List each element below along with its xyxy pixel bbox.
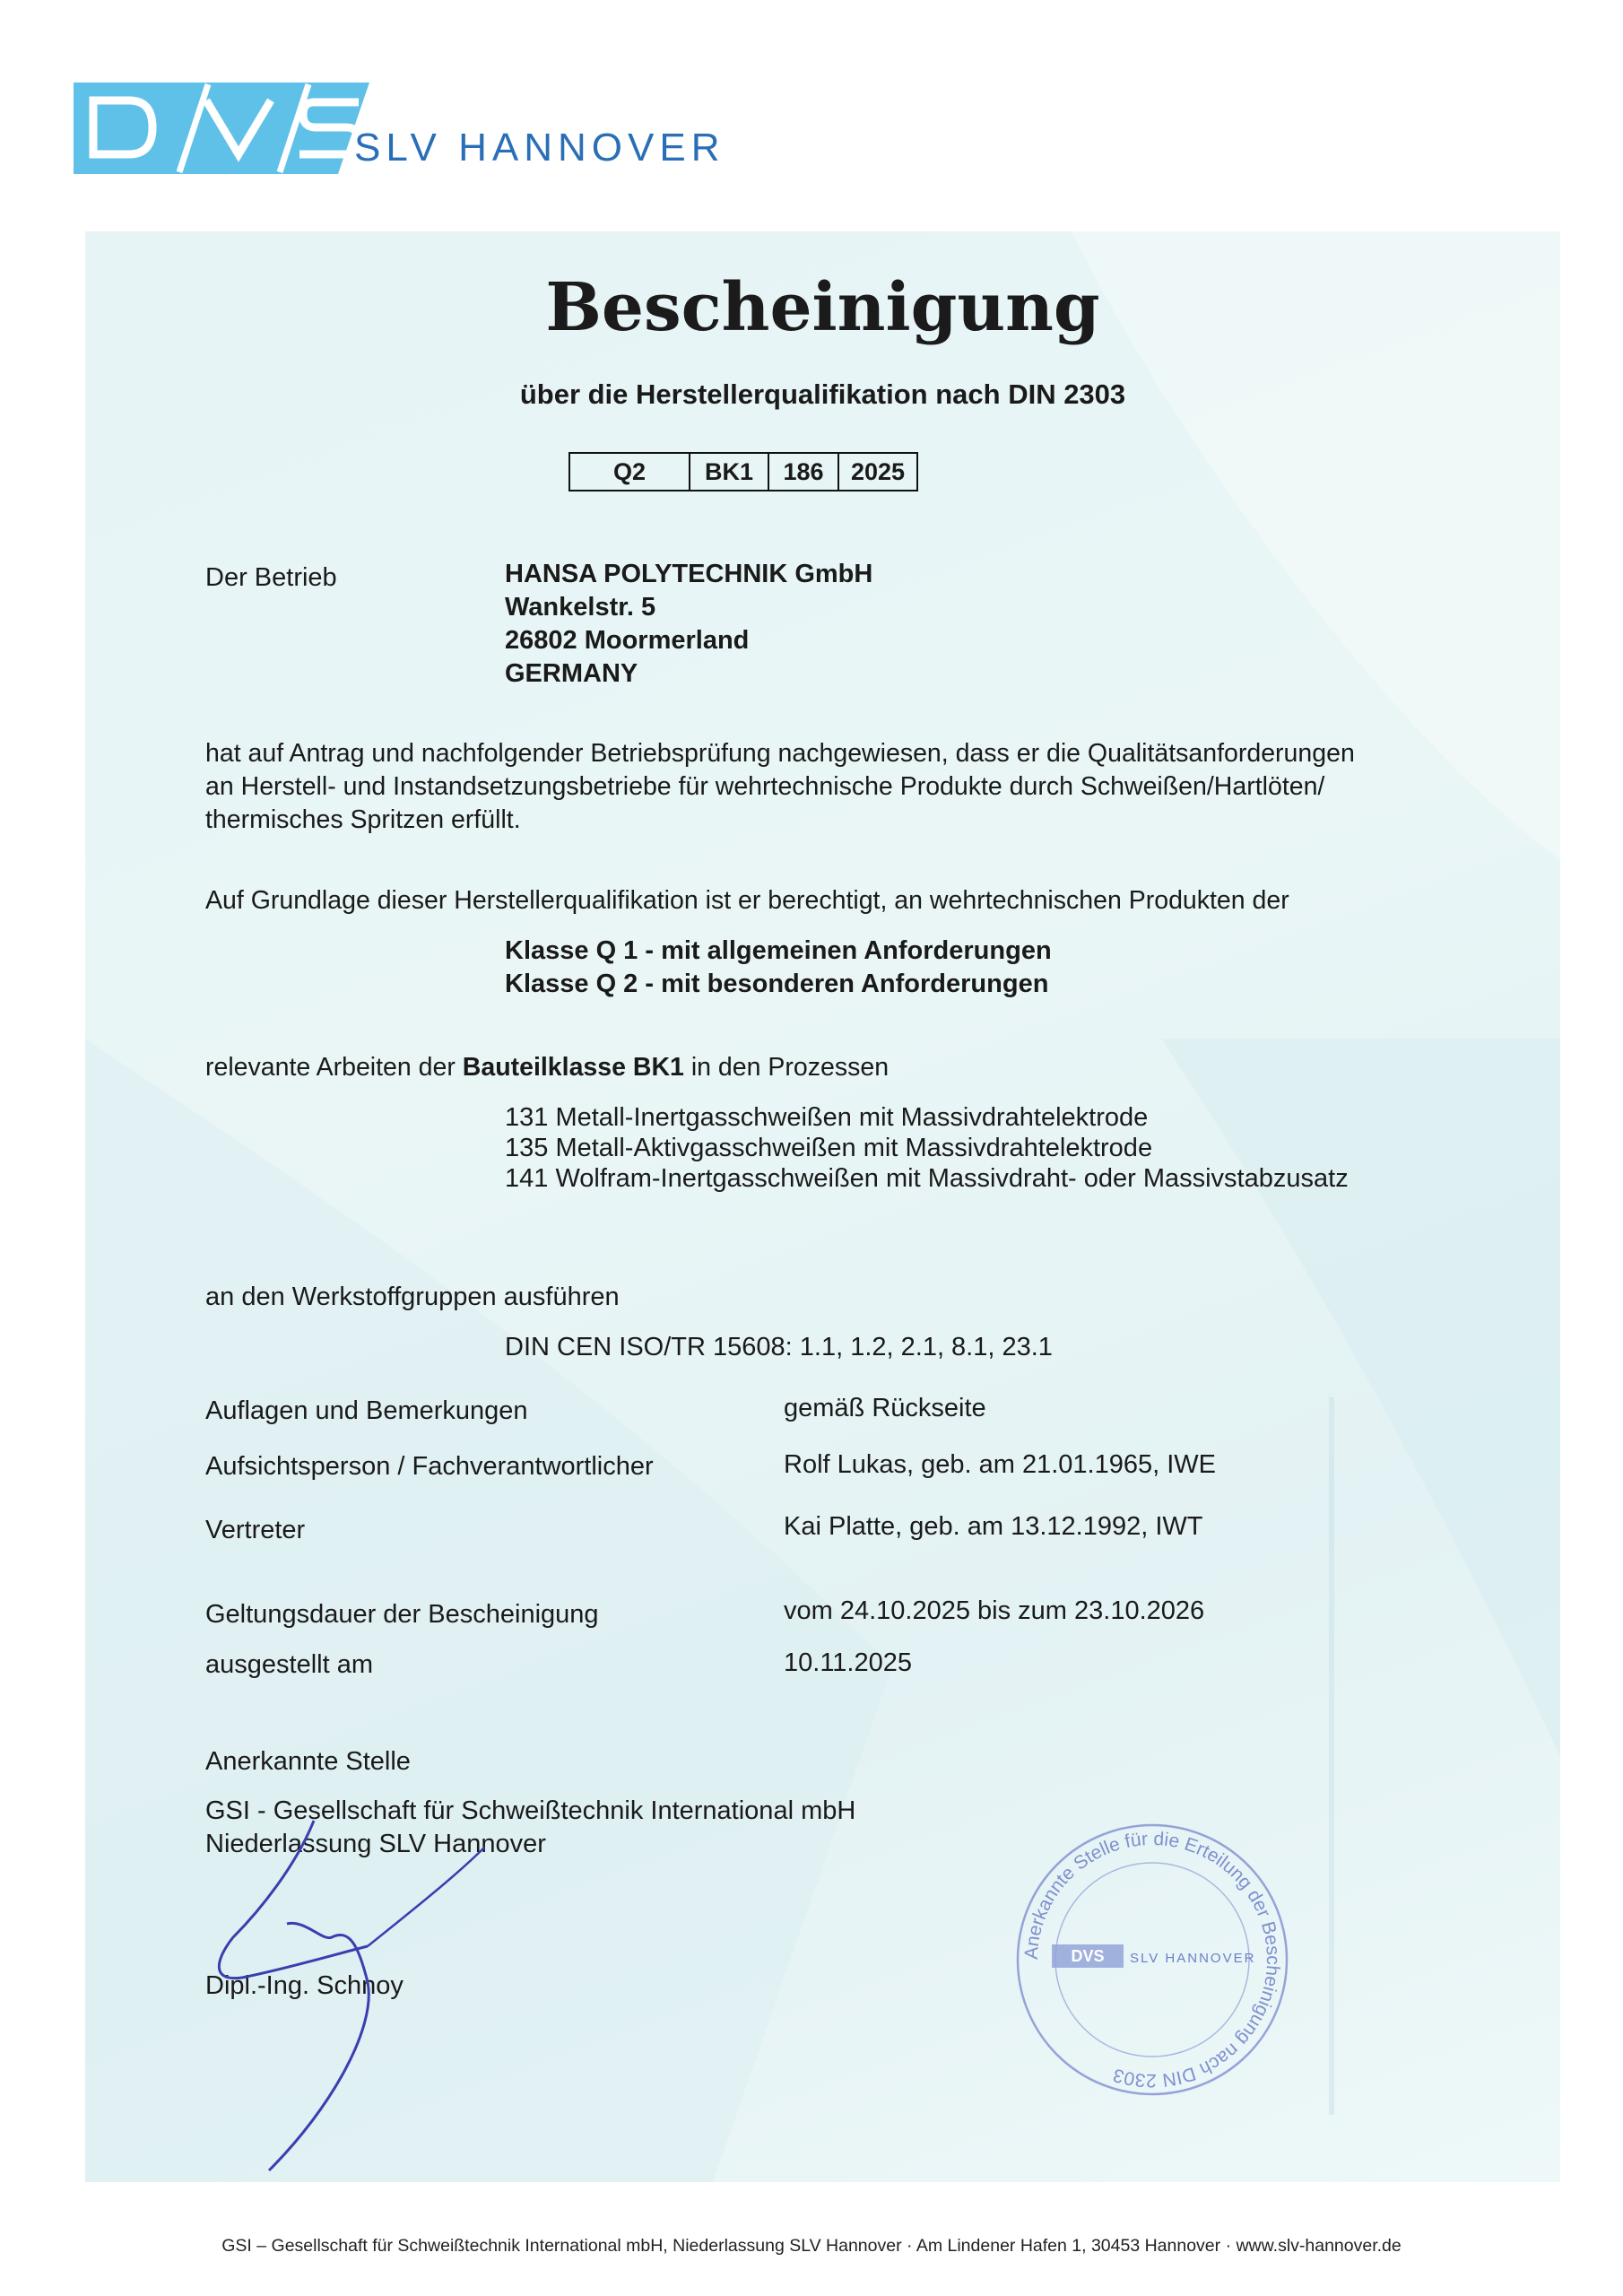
code-part-year: 2025 [850,458,906,485]
paragraph-line: thermisches Spritzen erfüllt. [205,805,521,834]
company-label: Der Betrieb [205,563,337,592]
certificate-number-box [568,452,918,491]
detail-label: Vertreter [205,1516,306,1544]
code-part-number: 186 [769,454,839,490]
code-part-quality: Q2 [570,454,690,490]
stamp-ring-text: Anerkannte Stelle für die Erteilung der Bescheinigung nach DIN 2303 [1020,1828,1284,2092]
relevant-work-line [205,1051,889,1084]
detail-label: Auflagen und Bemerkungen [205,1396,528,1425]
detail-value: vom 24.10.2025 bis zum 23.10.2026 [784,1596,1205,1625]
issuer-branch: Niederlassung SLV Hannover [205,1830,546,1858]
stamp-center-text: SLV HANNOVER [1130,1951,1256,1966]
company-name: HANSA POLYTECHNIK GmbH [505,560,873,588]
company-city: 26802 Moormerland [505,626,750,655]
paragraph-line: an Herstell- und Instandsetzungsbetriebe für wehrtechnische Produkte durch Schweißen/Hartlöten/ [205,772,1325,801]
issuer-label: Anerkannte Stelle [205,1747,411,1776]
footer-address: GSI – Gesellschaft für Schweißtechnik International mbH, Niederlassung SLV Hannover · Am Lindener Hafen 1, 30453 Hannover · www.slv-hannover.de [221,2236,1402,2256]
detail-value: Kai Platte, geb. am 13.12.1992, IWT [784,1512,1203,1541]
issuer-name: GSI - Gesellschaft für Schweißtechnik International mbH [205,1796,856,1825]
stamp-logo-text: DVS [1071,1947,1105,1965]
certificate-title: Bescheinigung [545,269,1100,346]
material-intro: an den Werkstoffgruppen ausführen [205,1283,620,1311]
relevant-suffix: in den Prozessen [683,1053,890,1082]
process-item: 135 Metall-Aktivgasschweißen mit Massivdrahtelektrode [505,1134,1153,1162]
detail-label: ausgestellt am [205,1650,373,1679]
paragraph-line: hat auf Antrag und nachfolgender Betriebsprüfung nachgewiesen, dass er die Qualitätsanforderungen [205,739,1355,768]
logo-subtitle: SLV HANNOVER [354,126,725,170]
detail-value: 10.11.2025 [784,1648,912,1677]
official-stamp [1000,1807,1305,2112]
detail-label: Aufsichtsperson / Fachverantwortlicher [205,1452,654,1481]
detail-value: Rolf Lukas, geb. am 21.01.1965, IWE [784,1450,1216,1479]
class-q2: Klasse Q 2 - mit besonderen Anforderungen [505,970,1049,998]
authorization-text: Auf Grundlage dieser Herstellerqualifikation ist er berechtigt, an wehrtechnischen Produkten der [205,886,1289,915]
detail-value: gemäß Rückseite [784,1394,986,1422]
code-part-class: BK1 [690,454,769,490]
process-item: 141 Wolfram-Inertgasschweißen mit Massivdraht- oder Massivstabzusatz [505,1164,1349,1193]
class-q1: Klasse Q 1 - mit allgemeinen Anforderungen [505,936,1052,965]
material-groups: DIN CEN ISO/TR 15608: 1.1, 1.2, 2.1, 8.1, 23.1 [505,1333,1053,1361]
relevant-prefix: relevante Arbeiten der [205,1053,463,1082]
company-country: GERMANY [505,659,638,688]
signatory-name: Dipl.-Ing. Schnoy [205,1971,404,2000]
detail-label: Geltungsdauer der Bescheinigung [205,1600,599,1629]
handwritten-signature [188,1812,565,2188]
certificate-subtitle: über die Herstellerqualifikation nach DIN 2303 [519,378,1126,410]
process-item: 131 Metall-Inertgasschweißen mit Massivdrahtelektrode [505,1103,1149,1132]
company-street: Wankelstr. 5 [505,593,656,622]
component-class: Bauteilklasse BK1 [462,1053,684,1082]
